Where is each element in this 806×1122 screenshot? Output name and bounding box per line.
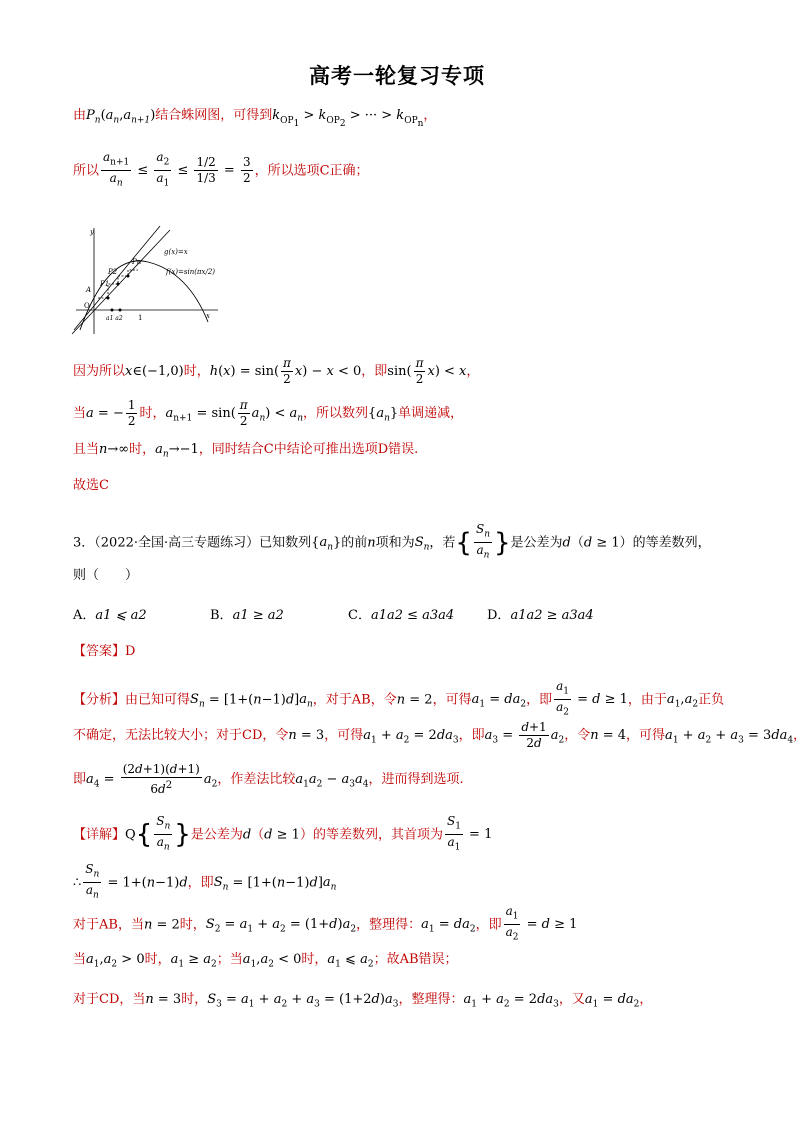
point-a-label: A xyxy=(86,286,92,294)
p2-label: P2 xyxy=(108,268,118,276)
detail-line-1: 【详解】Q{ $\frac{S_n}{a_n}$ }是公差为d（d ≥ 1）的等差数列，其首项为 $\frac{S_1}{a_1}$ = 1 xyxy=(73,814,493,853)
y-axis-label: y xyxy=(90,228,94,236)
question-stem-cont: 则（ ） xyxy=(73,568,139,583)
origin-label: O xyxy=(84,302,90,310)
detail-line-4: 当$a_1,a_2 > 0$时，$a_1 \ge a_2$；当$a_1,a_2 < 0$时，$a_1$ ⩽ $a_2$；故AB错误； xyxy=(73,952,458,970)
tick-1-label: 1 xyxy=(138,314,143,322)
solution-line-1: 由$P_n(a_n,a_{n+1})$结合蛛网图，可得到$k_{OP_1} > k_{OP_2}$ > ··· > $k_{OP_n}$， xyxy=(73,108,437,129)
g-label: g(x)=x xyxy=(164,248,188,256)
x-axis-label: x xyxy=(206,312,210,320)
detail-line-3: 对于AB，当n = 2时，$S_2 = a_1 + a_2 = (1+d)a_2$，整理得：$a_1 = da_2$，即 $\frac{a_1}{a_2}$ = d ≥ 1 xyxy=(73,904,578,943)
option-c[interactable]: C．a1a2 ≤ a3a4 xyxy=(348,608,455,623)
solution-line-5: 且当n→∞时，$a_n\to-1$，同时结合C中结论可推出选项D错误. xyxy=(73,442,419,460)
solution-conclusion: 故选C xyxy=(73,478,109,493)
option-d[interactable]: D．a1a2 ≥ a3a4 xyxy=(487,608,594,623)
answer-line: 【答案】D xyxy=(73,644,136,659)
page-title: 高考一轮复习专项 xyxy=(309,64,485,88)
option-b[interactable]: B．a1 ≥ a2 xyxy=(210,608,284,623)
f-label: f(x)=sin(πx/2) xyxy=(166,268,216,276)
question-stem: 3．（2022·全国·高三专题练习）已知数列$\{a_n\}$的前n项和为$S_n$，若{ $\frac{S_n}{a_n}$ }是公差为d（d ≥ 1）的等差数列， xyxy=(73,522,711,561)
analysis-line-2: 不确定，无法比较大小；对于CD，令n = 3，可得$a_1 + a_2 = 2da_3$，即$a_3$ = $\frac{d+1}{2d}$ $a_2$，令n = 4，可得$a_1 + a_2 + a_3 = 3da_4$， xyxy=(73,720,806,750)
solution-line-2: 所以 $\frac{a_{n+1}}{a_n}$ ≤ $\frac{a_2}{a_1}$ ≤ $\frac{1/2}{1/3}$ = $\frac{3}{2}$ ，所以选项C正确； xyxy=(73,150,369,189)
pn-label: Pn xyxy=(132,258,142,266)
solution-line-3: 因为所以x∈(−1,0)时，h(x) = sin( $\frac{\pi}{2}$ x) − x < 0，即sin( $\frac{\pi}{2}$ x) < x， xyxy=(73,356,480,386)
detail-line-2: ∴ $\frac{S_n}{a_n}$ = 1+(n−1)d，即$S_n = [1+(n-1)d]a_n$ xyxy=(73,862,337,901)
analysis-line-3: 即$a_4$ = $\frac{(2d+1)(d+1)}{6d^2}$ $a_2$，作差法比较$a_1a_2 - a_3a_4$，进而得到选项. xyxy=(73,762,464,796)
solution-line-4: 当a = − $\frac{1}{2}$ 时，$a_{n+1} = \sin$( $\frac{\pi}{2}$ $a_n) < a_n$，所以数列$\{a_n\}$单调递减， xyxy=(73,398,464,428)
cobweb-graph xyxy=(68,222,228,340)
analysis-line-1: 【分析】由已知可得$S_n = [1+(n-1)d]a_n$，对于AB，令n = 2，可得$a_1 = da_2$，即 $\frac{a_1}{a_2}$ = d ≥ 1，由于$a_1,a_2$正负 xyxy=(73,679,725,718)
detail-line-5: 对于CD，当n = 3时，$S_3 = a_1 + a_2 + a_3 = (1+2d)a_3$，整理得：$a_1 + a_2 = 2da_3$，又$a_1 = da_2$， xyxy=(73,992,653,1010)
a1a2-label: a1 a2 xyxy=(106,315,123,322)
p1-label: P1 xyxy=(100,280,110,288)
option-a[interactable]: A．a1 ⩽ a2 xyxy=(73,608,147,623)
